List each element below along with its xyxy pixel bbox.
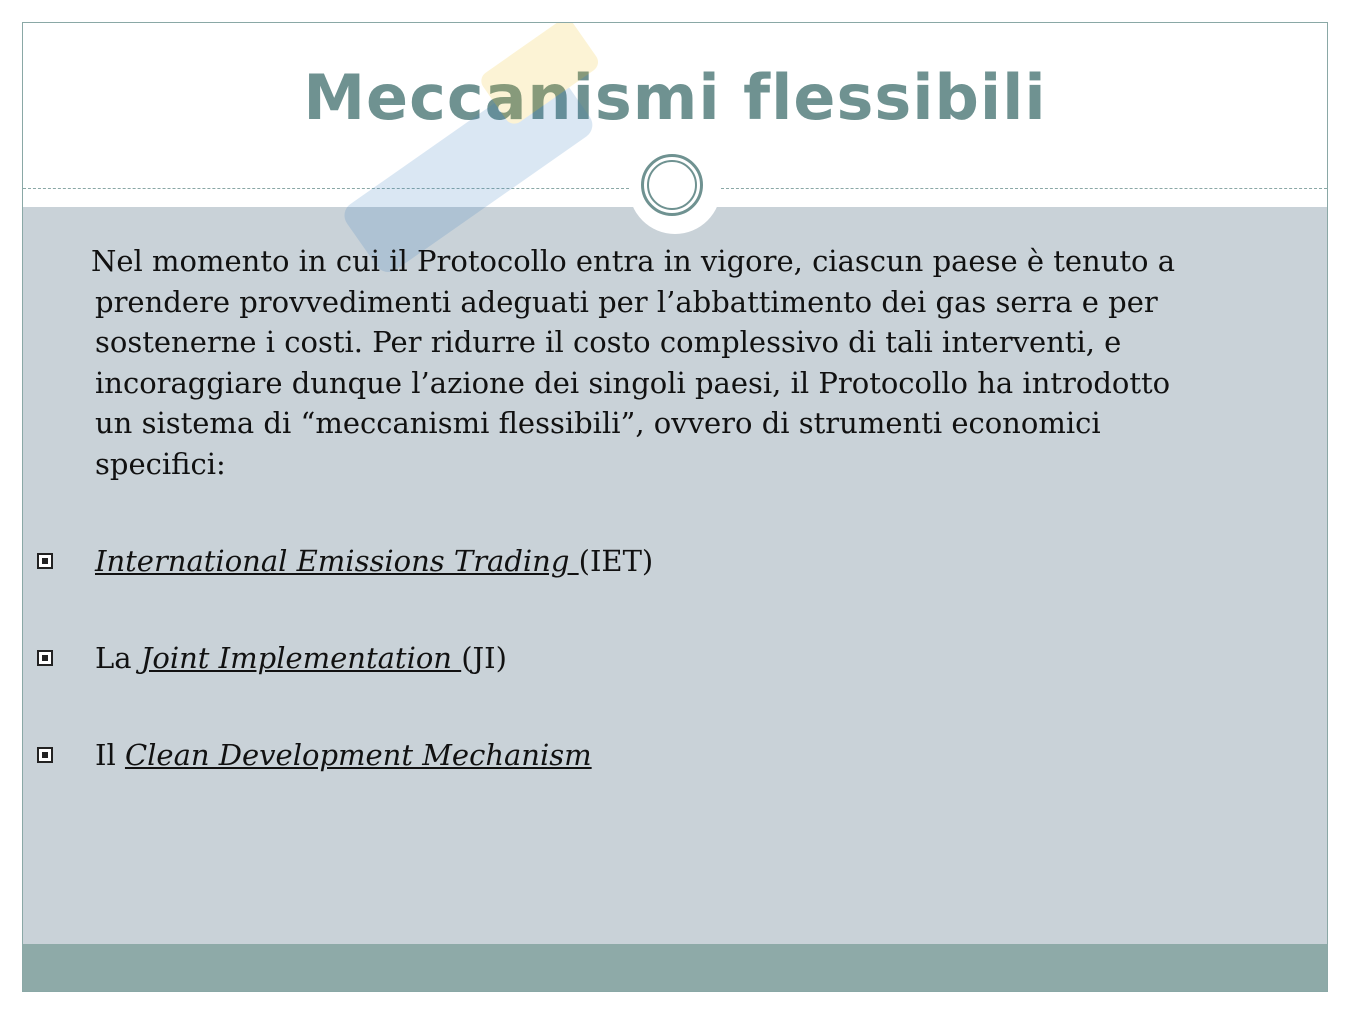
divider-line-right bbox=[721, 188, 1327, 189]
slide bbox=[22, 22, 1328, 992]
square-bullet-icon bbox=[37, 553, 53, 569]
bullet-suffix: (IET) bbox=[578, 544, 654, 578]
intro-paragraph: Nel momento in cui il Protocollo entra in vigore, ciascun paese è tenuto a prendere provvedimenti adeguati per l’abbattimento dei gas serra e per sostenerne i costi. Per ridurre il costo complessivo di tali interventi, e incoraggiare dunque l’azione dei singoli paesi, il Protocollo ha introdotto un sistema di “meccanismi flessibili”, ovvero di strumenti economici specifici: bbox=[91, 244, 1176, 481]
divider-line-left bbox=[23, 188, 629, 189]
bullet-suffix: (JI) bbox=[461, 641, 507, 675]
bullet-prefix: Il bbox=[95, 738, 125, 772]
bullet-link-term[interactable]: Joint Implementation bbox=[140, 641, 462, 675]
slide-title: Meccanismi flessibili bbox=[303, 61, 1047, 134]
list-item bbox=[23, 735, 1323, 775]
bullet-link-term[interactable]: Clean Development Mechanism bbox=[124, 738, 592, 772]
circle-ornament-inner bbox=[647, 160, 697, 210]
bullet-text bbox=[95, 735, 592, 775]
square-bullet-icon bbox=[37, 650, 53, 666]
bullet-text bbox=[95, 638, 507, 678]
bullet-prefix: La bbox=[95, 641, 141, 675]
bullet-link-term[interactable]: International Emissions Trading bbox=[95, 544, 579, 578]
list-item bbox=[23, 541, 1323, 581]
footer-bar bbox=[23, 944, 1327, 991]
list-item bbox=[23, 638, 1323, 678]
square-bullet-icon bbox=[37, 747, 53, 763]
bullet-text bbox=[95, 541, 653, 581]
